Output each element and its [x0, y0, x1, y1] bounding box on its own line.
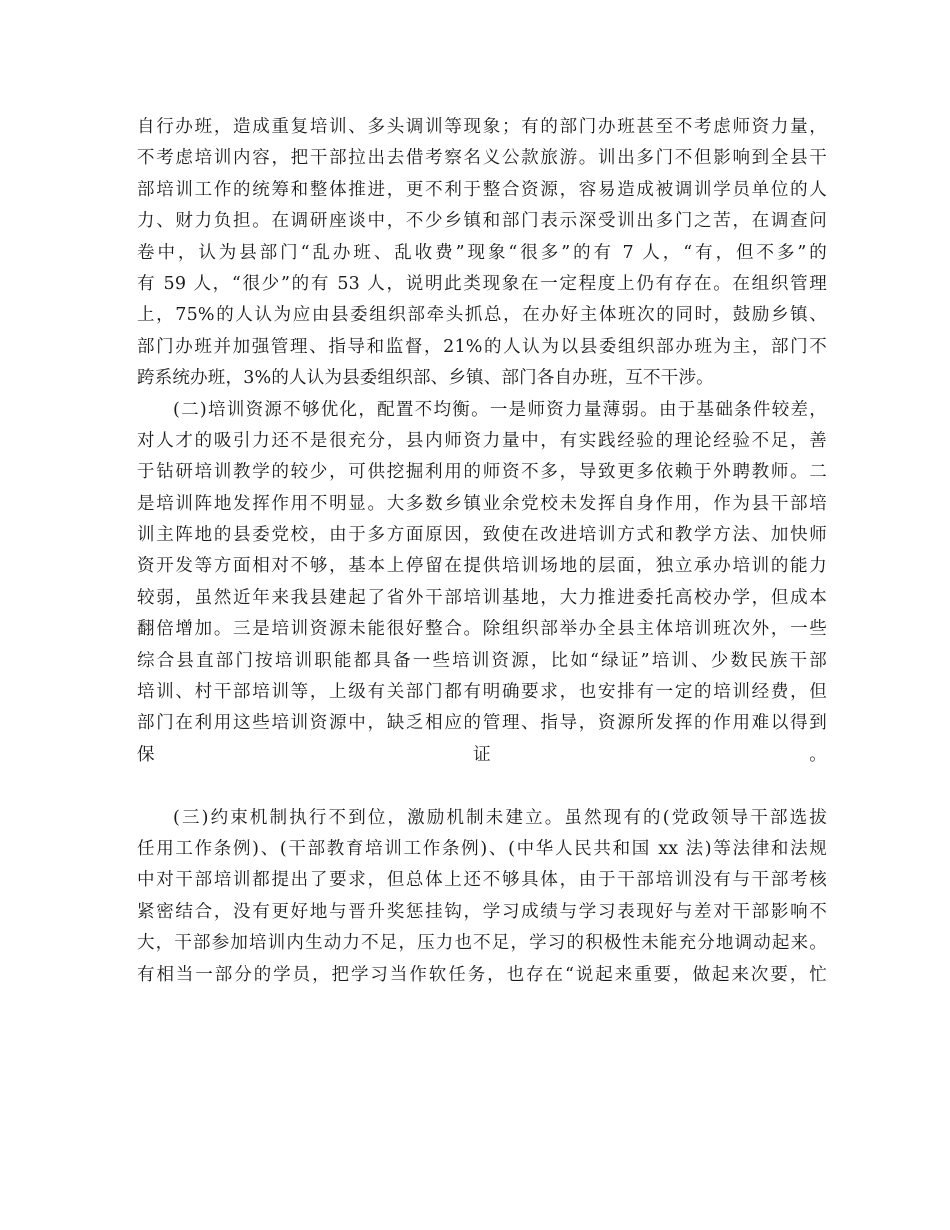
text-line: 训主阵地的县委党校，由于多方面原因，致使在改进培训方式和教学方法、加快师: [137, 525, 827, 546]
text-line: 于钻研培训教学的较少，可供挖掘利用的师资不多，导致更多依赖于外聘教师。二: [137, 462, 827, 483]
text-line: 中对干部培训都提出了要求，但总体上还不够具体，由于干部培训没有与干部考核: [137, 870, 827, 891]
text-line: 自行办班，造成重复培训、多头调训等现象；有的部门办班甚至不考虑师资力量，: [137, 117, 827, 137]
text-line: 综合县直部门按培训职能都具备一些培训资源，比如“绿证”培训、少数民族干部: [137, 650, 827, 671]
text-line: 跨系统办班，3%的人认为县委组织部、乡镇、部门各自办班，互不干涉。: [137, 368, 714, 389]
text-line: 较弱，虽然近年来我县建起了省外干部培训基地，大力推进委托高校办学，但成本: [137, 587, 827, 608]
text-line: 卷中，认为县部门“乱办班、乱收费”现象“很多”的有 7 人，“有，但不多”的: [137, 242, 827, 263]
text-line: 培训、村干部培训等，上级有关部门都有明确要求，也安排有一定的培训经费，但: [137, 682, 827, 703]
paragraph-heading-line: (三)约束机制执行不到位，激励机制未建立。虽然现有的(党政领导干部选拔: [173, 807, 827, 828]
text-line: 对人才的吸引力还不是很充分，县内师资力量中，有实践经验的理论经验不足，善: [137, 430, 827, 451]
text-line: 大，干部参加培训内生动力不足，压力也不足，学习的积极性未能充分地调动起来。: [137, 933, 827, 954]
text-line: 有相当一部分的学员，把学习当作软任务，也存在“说起来重要，做起来次要，忙: [137, 964, 827, 985]
text-line: 资开发等方面相对不够，基本上停留在提供培训场地的层面，独立承办培训的能力: [137, 556, 827, 577]
text-line: [137, 771, 827, 802]
text-line: 力、财力负担。在调研座谈中，不少乡镇和部门表示深受训出多门之苦，在调查问: [137, 211, 827, 232]
text-line: 保证。: [137, 744, 827, 765]
text-line: 部培训工作的统筹和整体推进，更不利于整合资源，容易造成被调训学员单位的人: [137, 179, 827, 200]
text-line: 翻倍增加。三是培训资源未能很好整合。除组织部举办全县主体培训班次外，一些: [137, 619, 827, 640]
text-line: 紧密结合，没有更好地与晋升奖惩挂钩，学习成绩与学习表现好与差对干部影响不: [137, 901, 827, 922]
text-line: 部门在利用这些培训资源中，缺乏相应的管理、指导，资源所发挥的作用难以得到: [137, 713, 827, 734]
text-line: 任用工作条例)、(干部教育培训工作条例)、(中华人民共和国 xx 法)等法律和法规: [137, 838, 827, 859]
text-line: 是培训阵地发挥作用不明显。大多数乡镇业余党校未发挥自身作用，作为县干部培: [137, 493, 827, 514]
body-text: [137, 112, 827, 991]
text-line: 部门办班并加强管理、指导和监督，21%的人认为以县委组织部办班为主，部门不: [137, 336, 827, 357]
text-line: 上，75%的人认为应由县委组织部牵头抓总，在办好主体班次的同时，鼓励乡镇、: [137, 305, 827, 326]
paragraph-heading-line: (二)培训资源不够优化，配置不均衡。一是师资力量薄弱。由于基础条件较差，: [173, 399, 827, 420]
text-line: 有 59 人，“很少”的有 53 人，说明此类现象在一定程度上仍有存在。在组织管理: [137, 273, 827, 294]
text-line: 不考虑培训内容，把干部拉出去借考察名义公款旅游。训出多门不但影响到全县干: [137, 148, 827, 169]
